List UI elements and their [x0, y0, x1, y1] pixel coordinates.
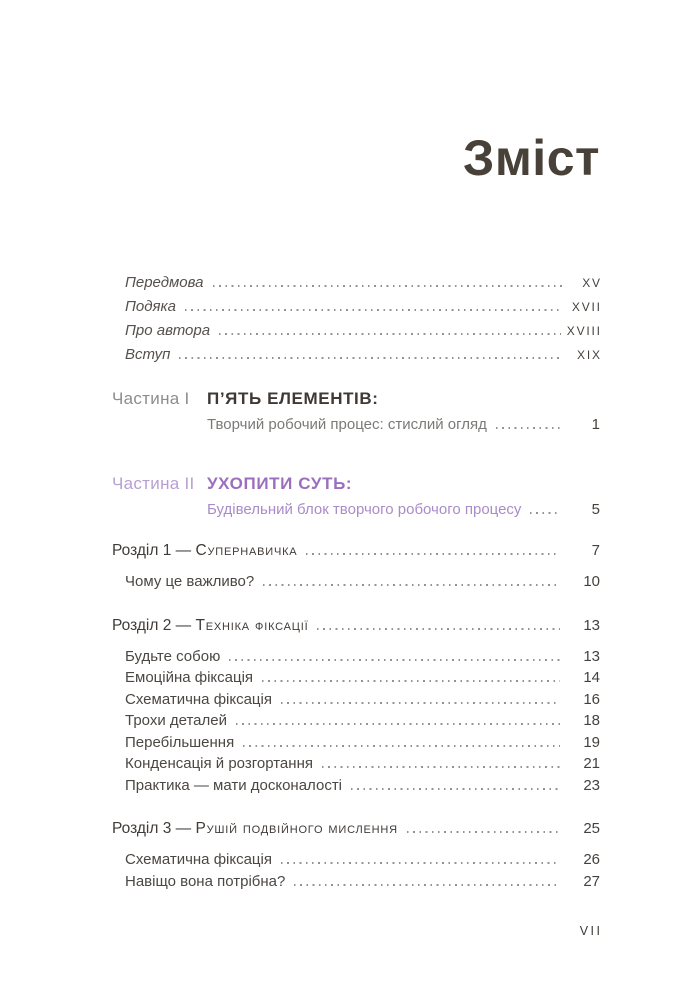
dot-leader — [262, 680, 560, 682]
part-label: Частина II — [112, 474, 195, 493]
part-subtitle-row — [207, 413, 600, 437]
section-entry-page: 18 — [583, 712, 600, 729]
section-entry — [125, 775, 600, 797]
chapter-prefix: Розділ 1 — — [112, 542, 196, 559]
chapter-name: Супернавичка — [195, 542, 298, 559]
section-entry-page: 10 — [583, 573, 600, 590]
chapter-entry-page: 7 — [591, 542, 600, 559]
front-matter-entry-page: XVII — [571, 300, 602, 314]
chapter-entry-label — [112, 818, 398, 840]
dot-leader — [281, 702, 560, 704]
section-entry — [125, 689, 600, 711]
section-entry — [125, 871, 600, 893]
part-label: Частина I — [112, 389, 190, 408]
section-entry-label: Практика — мати досконалості — [125, 776, 343, 794]
front-matter-entry — [125, 271, 600, 295]
page-title: Зміст — [463, 130, 600, 186]
section-entry — [125, 753, 600, 775]
chapter-block — [112, 615, 600, 797]
section-entry — [125, 732, 600, 754]
section-entry-page: 16 — [583, 690, 600, 708]
chapter-entry-page: 25 — [583, 820, 600, 837]
dot-leader — [213, 285, 562, 287]
part-subtitle: Творчий робочий процес: стислий огляд — [207, 416, 487, 433]
section-entry-page: 19 — [583, 733, 600, 751]
front-matter-entry-label: Передмова — [125, 274, 204, 291]
chapter-name: Рушій подвійного мислення — [195, 820, 398, 837]
dot-leader — [351, 788, 560, 790]
part-title: УХОПИТИ СУТЬ: — [207, 474, 353, 493]
section-entry — [125, 571, 600, 593]
section-entry — [125, 646, 600, 668]
part-entry — [112, 472, 600, 522]
part-entry-page: 5 — [591, 501, 600, 518]
dot-leader — [322, 766, 560, 768]
section-entry-page: 14 — [583, 669, 600, 686]
part-subtitle-row — [207, 498, 600, 522]
section-entry-label: Схематична фіксація — [125, 851, 272, 868]
chapter-items-list — [112, 571, 600, 593]
section-entry-page: 26 — [583, 851, 600, 868]
front-matter-entry-page: XVIII — [566, 324, 602, 338]
section-entry — [125, 710, 600, 732]
chapter-entry-page: 13 — [583, 616, 600, 634]
section-entry-page: 13 — [583, 647, 600, 665]
dot-leader — [179, 357, 561, 359]
front-matter-entry-page: XV — [582, 276, 602, 290]
parts-list — [112, 387, 600, 522]
chapter-entry — [112, 615, 600, 637]
front-matter-entry — [125, 343, 600, 367]
part-main — [207, 387, 600, 437]
chapter-name: Техніка фіксації — [195, 616, 309, 634]
dot-leader — [263, 584, 560, 586]
chapter-entry — [112, 818, 600, 840]
dot-leader — [496, 427, 560, 429]
dot-leader — [236, 723, 560, 725]
section-entry-label: Навіщо вона потрібна? — [125, 872, 286, 890]
dot-leader — [294, 884, 560, 886]
chapter-entry-label — [112, 615, 308, 637]
section-entry-label: Конденсація й розгортання — [125, 755, 313, 772]
section-entry-page: 21 — [583, 755, 600, 772]
front-matter-entry-label: Подяка — [125, 298, 176, 315]
front-matter-entry-page: XIX — [577, 348, 602, 362]
front-matter-entry — [125, 295, 600, 319]
section-entry-label: Трохи деталей — [125, 712, 227, 729]
section-entry — [125, 667, 600, 689]
dot-leader — [185, 309, 562, 311]
chapter-entry — [112, 540, 600, 562]
front-matter-entry — [125, 319, 600, 343]
folio-page-number: VII — [579, 924, 603, 938]
section-entry-page: 27 — [583, 872, 600, 890]
dot-leader — [243, 745, 560, 747]
front-matter-entry-label: Вступ — [125, 346, 171, 363]
chapter-entry-label — [112, 540, 297, 562]
chapter-prefix: Розділ 2 — — [112, 616, 196, 634]
part-entry-page: 1 — [591, 416, 600, 433]
chapters-list — [112, 540, 600, 892]
part-entry — [112, 387, 600, 437]
chapter-block — [112, 818, 600, 892]
chapter-items-list — [112, 646, 600, 797]
part-main — [207, 472, 600, 522]
dot-leader — [281, 862, 560, 864]
section-entry-label: Схематична фіксація — [125, 690, 272, 708]
front-matter-entry-label: Про автора — [125, 322, 211, 339]
chapter-prefix: Розділ 3 — — [112, 820, 196, 837]
dot-leader — [317, 628, 560, 630]
dot-leader — [530, 512, 560, 514]
section-entry-page: 23 — [583, 776, 600, 794]
dot-leader — [219, 333, 561, 335]
dot-leader — [407, 831, 560, 833]
part-subtitle: Будівельний блок творчого робочого процесу — [207, 501, 522, 518]
part-title: П’ЯТЬ ЕЛЕМЕНТІВ: — [207, 389, 379, 408]
section-entry-label: Перебільшення — [125, 733, 235, 751]
dot-leader — [306, 553, 560, 555]
chapter-block — [112, 540, 600, 593]
section-entry-label: Будьте собою — [125, 647, 221, 665]
section-entry-label: Емоційна фіксація — [125, 669, 254, 686]
chapter-items-list — [112, 849, 600, 892]
front-matter-list — [112, 271, 600, 367]
dot-leader — [229, 659, 560, 661]
section-entry-label: Чому це важливо? — [125, 573, 255, 590]
section-entry — [125, 849, 600, 871]
